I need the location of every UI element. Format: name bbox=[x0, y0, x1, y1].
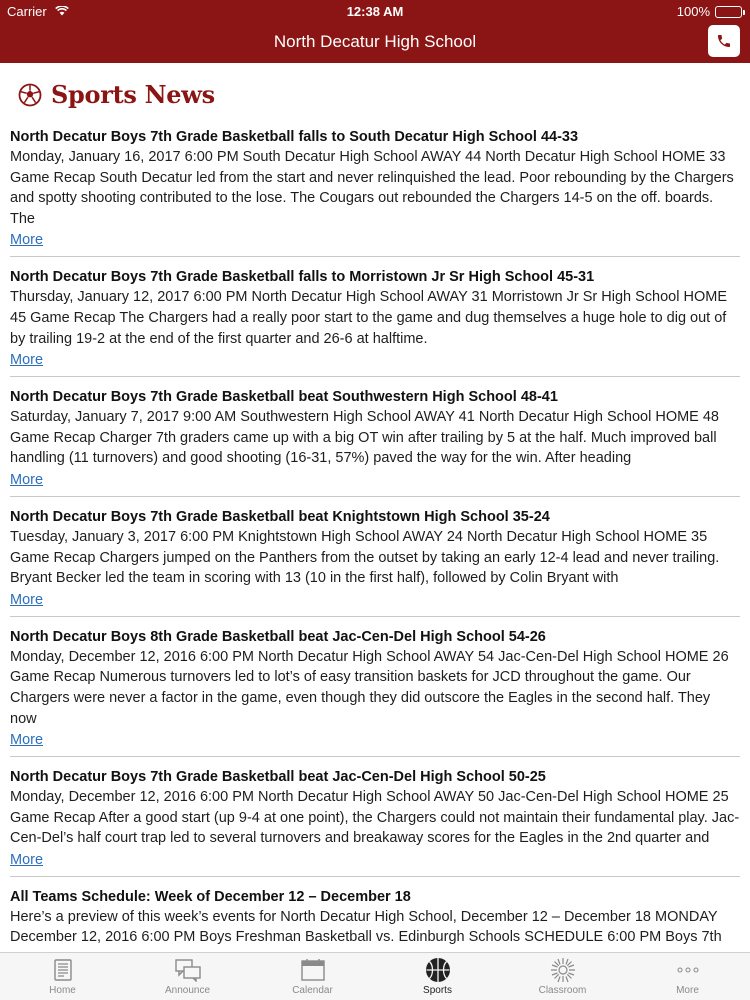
tab-more[interactable] bbox=[625, 953, 750, 1000]
tab-announce[interactable] bbox=[125, 953, 250, 1000]
article-summary: Monday, December 12, 2016 6:00 PM North Decatur High School AWAY 54 Jac-Cen-Del High School HOME 26 Game Recap Numerous turnovers led to lot’s of easy transition baskets for JCD throughout the game. Our Chargers were never a factor in the game, even though they did outscore the Eagles in the second half. They now bbox=[10, 648, 729, 727]
article-summary: Monday, December 12, 2016 6:00 PM North Decatur High School AWAY 50 Jac-Cen-Del High School HOME 25 Game Recap After a good start (up 9-4 at one point), the Chargers could not maintain their fundamental play. Jac-Cen-Del’s half court trap led to several turnovers and breakaway scores for the Eagles in the 2nd quarter and bbox=[10, 789, 740, 847]
news-article[interactable] bbox=[10, 887, 740, 952]
tab-bar bbox=[0, 952, 750, 1000]
tab-label: Home bbox=[49, 985, 76, 996]
article-title[interactable]: North Decatur Boys 7th Grade Basketball beat Southwestern High School 48-41 bbox=[10, 389, 558, 406]
call-button[interactable] bbox=[708, 25, 740, 57]
section-title: Sports News bbox=[51, 80, 215, 109]
announce-icon bbox=[174, 957, 202, 983]
more-link[interactable]: More bbox=[10, 471, 44, 488]
tab-label: Calendar bbox=[292, 985, 333, 996]
calendar-icon bbox=[299, 957, 327, 983]
more-icon bbox=[674, 957, 702, 983]
tab-label: Sports bbox=[423, 985, 452, 996]
section-header bbox=[0, 63, 750, 127]
more-link[interactable]: More bbox=[10, 232, 44, 249]
home-icon bbox=[49, 957, 77, 983]
article-title[interactable]: North Decatur Boys 8th Grade Basketball beat Jac-Cen-Del High School 54-26 bbox=[10, 628, 546, 645]
article-title[interactable]: North Decatur Boys 7th Grade Basketball falls to South Decatur High School 44-33 bbox=[10, 129, 579, 145]
classroom-icon bbox=[549, 957, 577, 983]
news-article[interactable] bbox=[10, 627, 740, 757]
article-summary: Here’s a preview of this week’s events for North Decatur High School, December 12 – December 18 MONDAY December 12, 2016 6:00 PM Boys Freshman Basketball vs. Edinburgh Schools SCHEDULE 6:00 PM Boys 7th bbox=[10, 908, 722, 946]
article-title[interactable]: All Teams Schedule: Week of December 12 – December 18 bbox=[10, 888, 411, 905]
article-summary: Monday, January 16, 2017 6:00 PM South Decatur High School AWAY 44 North Decatur High School HOME 33 Game Recap South Decatur led from the start and never relinquished the lead. Poor rebounding by the Chargers and spotty shooting contributed to the lose. The Cougars out rebounded the Chargers 14-5 on the off. boards. The bbox=[10, 149, 734, 227]
tab-home[interactable] bbox=[0, 953, 125, 1000]
article-title[interactable]: North Decatur Boys 7th Grade Basketball beat Knightstown High School 35-24 bbox=[10, 508, 550, 525]
article-summary: Tuesday, January 3, 2017 6:00 PM Knightstown High School AWAY 24 North Decatur High School HOME 35 Game Recap Chargers jumped on the Panthers from the outset by taking an early 12-4 lead and never trailing. Bryant Becker led the team in scoring with 13 (10 in the first half), followed by Colin Bryant with bbox=[10, 528, 720, 587]
tab-label: Classroom bbox=[538, 985, 587, 996]
tab-sports[interactable] bbox=[375, 953, 500, 1000]
news-article[interactable] bbox=[10, 267, 740, 377]
sports-icon bbox=[424, 957, 452, 983]
news-article[interactable] bbox=[10, 387, 740, 497]
top-bar bbox=[0, 0, 750, 63]
tab-label: Announce bbox=[164, 985, 211, 996]
more-link[interactable]: More bbox=[10, 591, 44, 608]
news-article[interactable] bbox=[10, 767, 740, 877]
article-title[interactable]: North Decatur Boys 7th Grade Basketball beat Jac-Cen-Del High School 50-25 bbox=[10, 769, 546, 786]
news-content[interactable] bbox=[0, 63, 750, 952]
article-title[interactable]: North Decatur Boys 7th Grade Basketball falls to Morristown Jr Sr High School 45-31 bbox=[10, 269, 595, 286]
article-summary: Saturday, January 7, 2017 9:00 AM Southwestern High School AWAY 41 North Decatur High School HOME 48 Game Recap Charger 7th graders came up with a big OT win after trailing by 5 at the half. Much improved ball handling (11 turnovers) and good shooting (16-31, 57%) paved the way for the win. After heading bbox=[10, 409, 719, 467]
status-bar bbox=[0, 0, 750, 22]
more-link[interactable]: More bbox=[10, 352, 44, 369]
carrier-text: Carrier bbox=[7, 4, 47, 19]
nav-title: North Decatur High School bbox=[273, 32, 477, 51]
battery-status bbox=[677, 4, 742, 19]
soccer-ball-icon bbox=[18, 83, 42, 107]
battery-icon bbox=[715, 6, 742, 18]
tab-label: More bbox=[676, 985, 699, 996]
news-article[interactable] bbox=[10, 507, 740, 617]
tab-classroom[interactable] bbox=[500, 953, 625, 1000]
phone-icon bbox=[716, 33, 732, 49]
news-article[interactable] bbox=[10, 127, 740, 257]
battery-percent: 100% bbox=[676, 4, 710, 19]
more-link[interactable]: More bbox=[10, 732, 44, 749]
article-summary: Thursday, January 12, 2017 6:00 PM North Decatur High School AWAY 31 Morristown Jr Sr High School HOME 45 Game Recap The Chargers had a really poor start to the game and dug themselves a huge hole to dig out of by trailing 19-2 at the end of the first quarter and 26-6 at halftime. bbox=[10, 289, 727, 347]
tab-calendar[interactable] bbox=[250, 953, 375, 1000]
clock: 12:38 AM bbox=[346, 4, 404, 19]
more-link[interactable]: More bbox=[10, 851, 44, 868]
